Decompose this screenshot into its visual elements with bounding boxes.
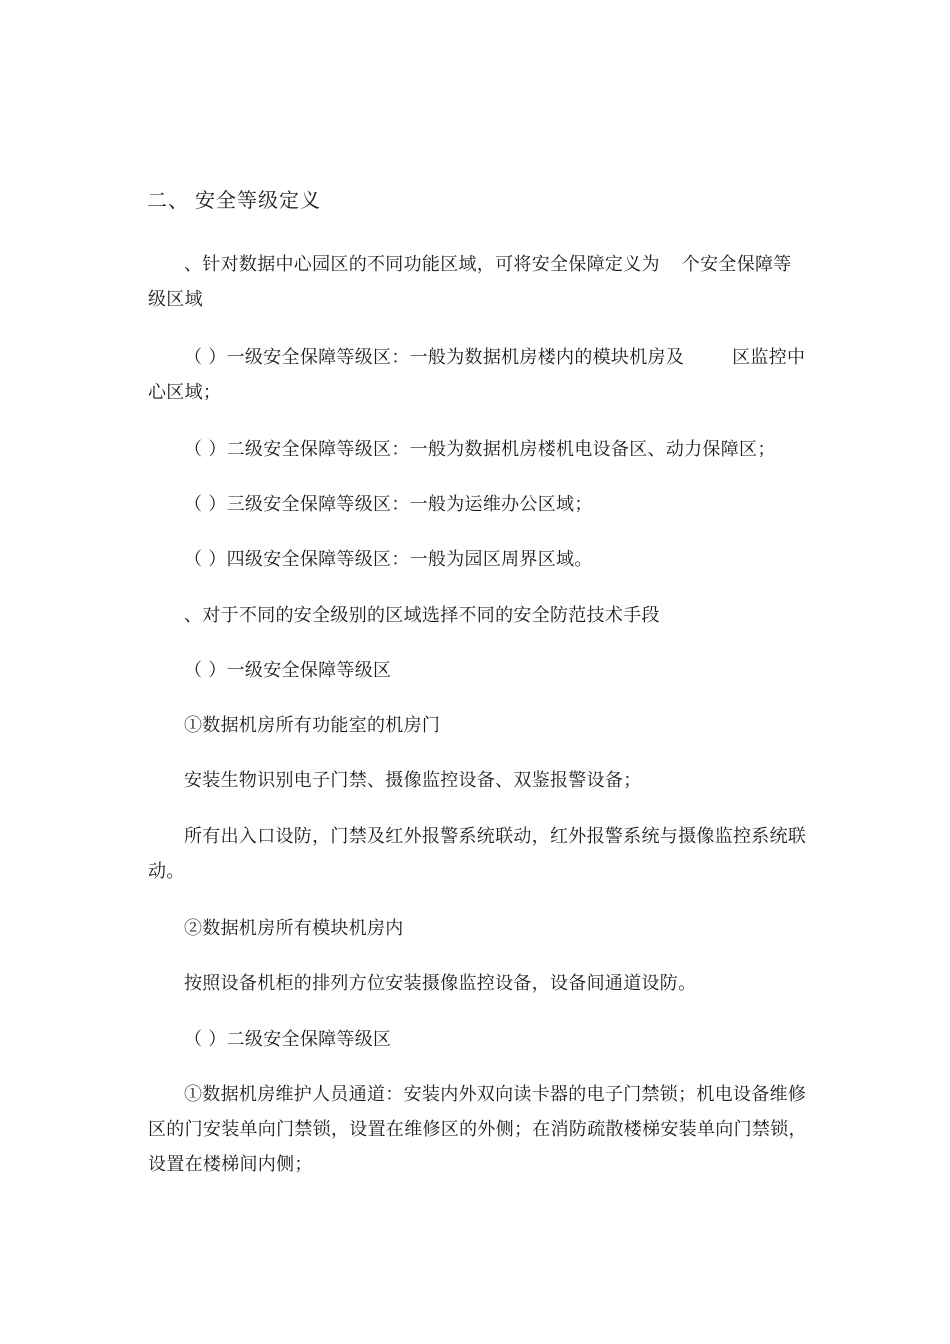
section-number: 二、	[147, 188, 189, 212]
paragraph-text: 区监控中心区域；	[148, 347, 806, 403]
paragraph-level-1-zone	[148, 340, 808, 410]
paragraph-level-4-zone: （ ）四级安全保障等级区：一般为园区周界区域。	[184, 549, 593, 570]
paragraph-text: 个安全保障等级区域	[148, 254, 792, 310]
paragraph-text: 、针对数据中心园区的不同功能区域，可将安全保障定义为	[184, 254, 660, 275]
paragraph-zone-definition	[148, 247, 808, 317]
paragraph-item-2: ②数据机房所有模块机房内	[184, 918, 404, 939]
section-title: 安全等级定义	[195, 188, 321, 212]
paragraph-level-2-heading: （ ）二级安全保障等级区	[184, 1029, 392, 1050]
paragraph-item-2-detail: 按照设备机柜的排列方位安装摄像监控设备，设备间通道设防。	[184, 973, 697, 994]
paragraph-text: （ ）一级安全保障等级区：一般为数据机房楼内的模块机房及	[184, 347, 685, 368]
paragraph-tech-means: 、对于不同的安全级别的区域选择不同的安全防范技术手段	[184, 605, 660, 626]
paragraph-level-2-item-1: ①数据机房维护人员通道：安装内外双向读卡器的电子门禁锁；机电设备维修区的门安装单向门禁锁，设置在维修区的外侧；在消防疏散楼梯安装单向门禁锁，设置在楼梯间内侧；	[148, 1084, 807, 1175]
paragraph-level-2-zone: （ ）二级安全保障等级区：一般为数据机房楼机电设备区、动力保障区；	[184, 439, 776, 460]
paragraph-level-1-heading: （ ）一级安全保障等级区	[184, 660, 392, 681]
paragraph-level-3-zone: （ ）三级安全保障等级区：一般为运维办公区域；	[184, 494, 593, 515]
paragraph-item-1-detail: 安装生物识别电子门禁、摄像监控设备、双鉴报警设备；	[184, 770, 642, 791]
paragraph-item-1-linkage: 所有出入口设防，门禁及红外报警系统联动，红外报警系统与摄像监控系统联动。	[148, 826, 807, 882]
paragraph-item-1: ①数据机房所有功能室的机房门	[184, 715, 441, 736]
section-heading	[147, 186, 321, 214]
